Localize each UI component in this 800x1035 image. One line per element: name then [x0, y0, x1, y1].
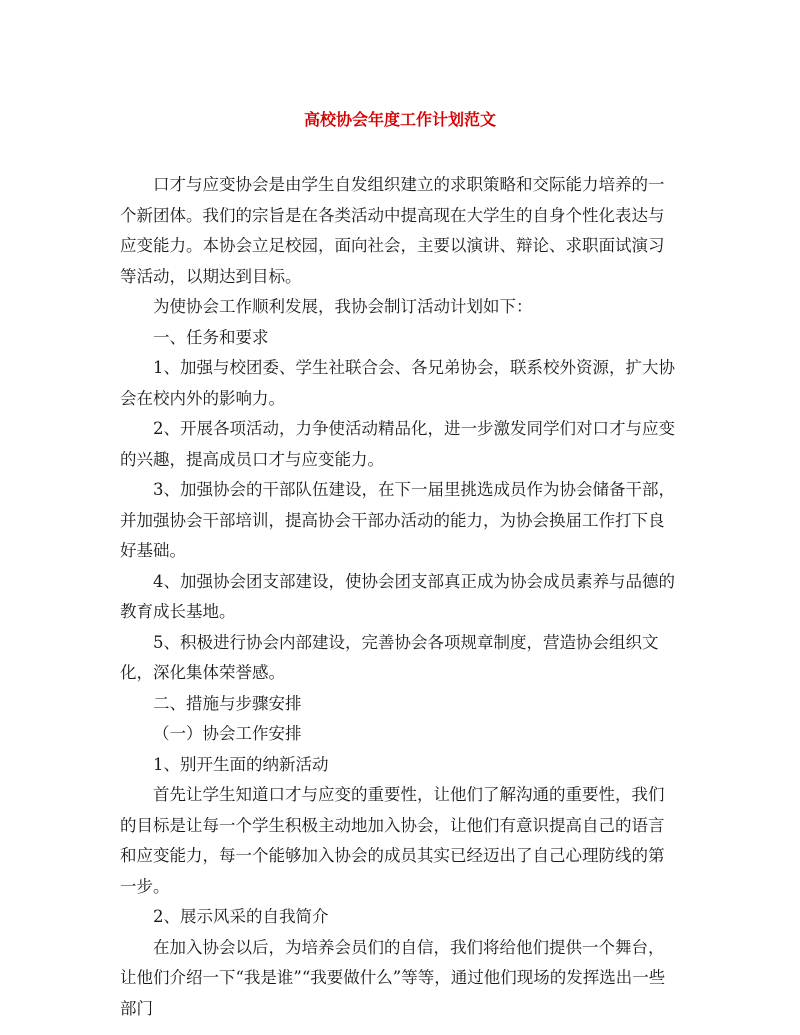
paragraph: 2、开展各项活动，力争使活动精品化，进一步激发同学们对口才与应变的兴趣，提高成员口才与应变能力。 [120, 419, 675, 469]
paragraph: 1、加强与校团委、学生社联合会、各兄弟协会，联系校外资源，扩大协会在校内外的影响力。 [120, 358, 675, 408]
section-heading: 二、措施与步骤安排 [153, 693, 302, 713]
document-title: 高校协会年度工作计划范文 [303, 110, 496, 129]
paragraph: 为使协会工作顺利发展，我协会制订活动计划如下： [153, 297, 533, 316]
paragraph: 4、加强协会团支部建设，使协会团支部真正成为协会成员素养与品德的教育成长基地。 [120, 571, 675, 621]
paragraph: 3、加强协会的干部队伍建设，在下一届里挑选成员作为协会储备干部，并加强协会干部培训，提高协会干部办活动的能力，为协会换届工作打下良好基础。 [120, 480, 675, 560]
item-heading: 1、别开生面的纳新活动 [153, 754, 329, 774]
document-body [120, 170, 680, 1024]
paragraph: 口才与应变协会是由学生自发组织建立的求职策略和交际能力培养的一个新团体。我们的宗旨是在各类活动中提高现在大学生的自身个性化表达与应变能力。本协会立足校园，面向社会，主要以演讲、辩论、求职面试演习等活动，以期达到目标。 [120, 175, 665, 286]
subsection-heading: （一）协会工作安排 [153, 724, 302, 743]
paragraph: 5、积极进行协会内部建设，完善协会各项规章制度，营造协会组织文化，深化集体荣誉感。 [120, 632, 659, 682]
paragraph: 首先让学生知道口才与应变的重要性，让他们了解沟通的重要性，我们的目标是让每一个学生积极主动地加入协会，让他们有意识提高自己的语言和应变能力，每一个能够加入协会的成员其实已经迈出了自己心理防线的第一步。 [120, 785, 665, 896]
section-heading: 一、任务和要求 [153, 327, 269, 347]
item-heading: 2、展示风采的自我简介 [153, 907, 329, 926]
paragraph: 在加入协会以后，为培养会员们的自信，我们将给他们提供一个舞台，让他们介绍一下“我是谁”“我要做什么”等等，通过他们现场的发挥选出一些部门 [120, 937, 666, 1018]
